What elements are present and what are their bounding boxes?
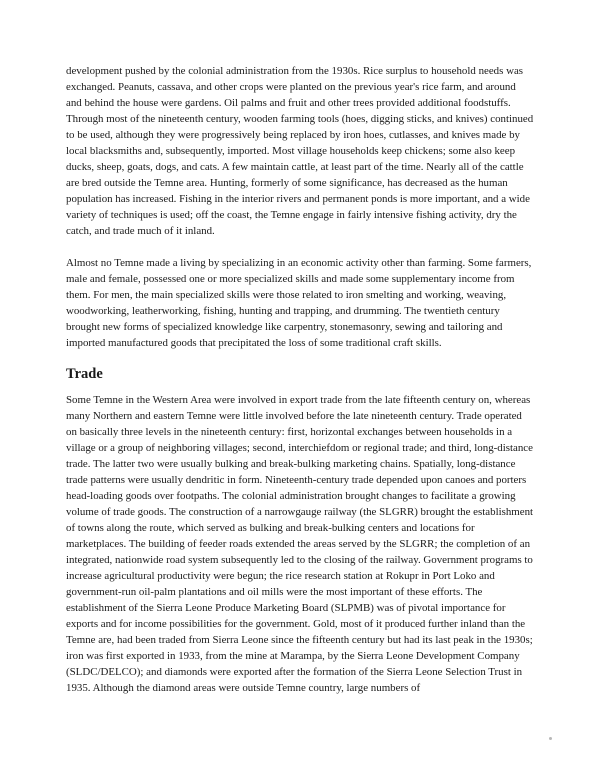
scan-speck [549, 737, 552, 740]
paragraph-farming-and-livestock: development pushed by the colonial administration from the 1930s. Rice surplus to household needs was exchanged. Peanuts, cassava, and other crops were planted on the previous year's rice farm, and around and behind the house were gardens. Oil palms and fruit and other trees provided additional foodstuffs. Through most of the nineteenth century, wooden farming tools (hoes, digging sticks, and knives) continued to be used, although they were progressively being replaced by iron hoes, cutlasses, and knives made by local blacksmiths and, subsequently, imported. Most village households keep chickens; some also keep ducks, sheep, goats, dogs, and cats. A few maintain cattle, at least part of the time. Nearly all of the cattle are bred outside the Temne area. Hunting, formerly of some significance, has decreased as the human population has increased. Fishing in the interior rivers and permanent ponds is more important, and a wide variety of techniques is used; off the coast, the Temne engage in fairly intensive fishing activity, dry the catch, and trade much of it inland. [66, 65, 534, 237]
section-heading-trade: Trade [66, 366, 103, 382]
document-body [66, 63, 534, 696]
paragraph-trade: Some Temne in the Western Area were involved in export trade from the late fifteenth century on, whereas many Northern and eastern Temne were little involved before the late nineteenth century. Trade operated on basically three levels in the nineteenth century: first, horizontal exchanges between households in a village or a group of neighboring villages; second, interchiefdom or regional trade; and third, long-distance trade. The latter two were usually bulking and break-bulking marketing chains. Spatially, long-distance trade patterns were usually dendritic in form. Nineteenth-century trade depended upon canoes and porters head-loading goods over footpaths. The colonial administration brought changes to facilitate a growing volume of trade goods. The construction of a narrowgauge railway (the SLGRR) brought the establishment of towns along the route, which served as bulking and break-bulking centers and locations for marketplaces. The building of feeder roads extended the areas served by the SLGRR; the completion of an integrated, nationwide road system subsequently led to the closing of the railway. Government programs to increase agricultural productivity were begun; the rice research station at Rokupr in Port Loko and government-run oil-palm plantations and oil mills were the most important of these efforts. The establishment of the Sierra Leone Produce Marketing Board (SLPMB) was of pivotal importance for exports and for income possibilities for the government. Gold, most of it produced further inland than the Temne are, had been traded from Sierra Leone since the fifteenth century but had its last peak in the 1930s; iron was first exported in 1933, from the mine at Marampa, by the Sierra Leone Development Company (SLDC/DELCO); and diamonds were exported after the formation of the Sierra Leone Selection Trust in 1935. Although the diamond areas were outside Temne country, large numbers of [66, 394, 534, 694]
paragraph-specialized-skills: Almost no Temne made a living by specializing in an economic activity other than farming. Some farmers, male and female, possessed one or more specialized skills and made some supplementary income from them. For men, the main specialized skills were those related to iron smelting and working, weaving, woodworking, leatherworking, fishing, hunting and trapping, and drumming. The twentieth century brought new forms of specialized knowledge like carpentry, stonemasonry, sewing and tailoring and imported manufactured goods that precipitated the loss of some traditional craft skills. [66, 257, 532, 349]
